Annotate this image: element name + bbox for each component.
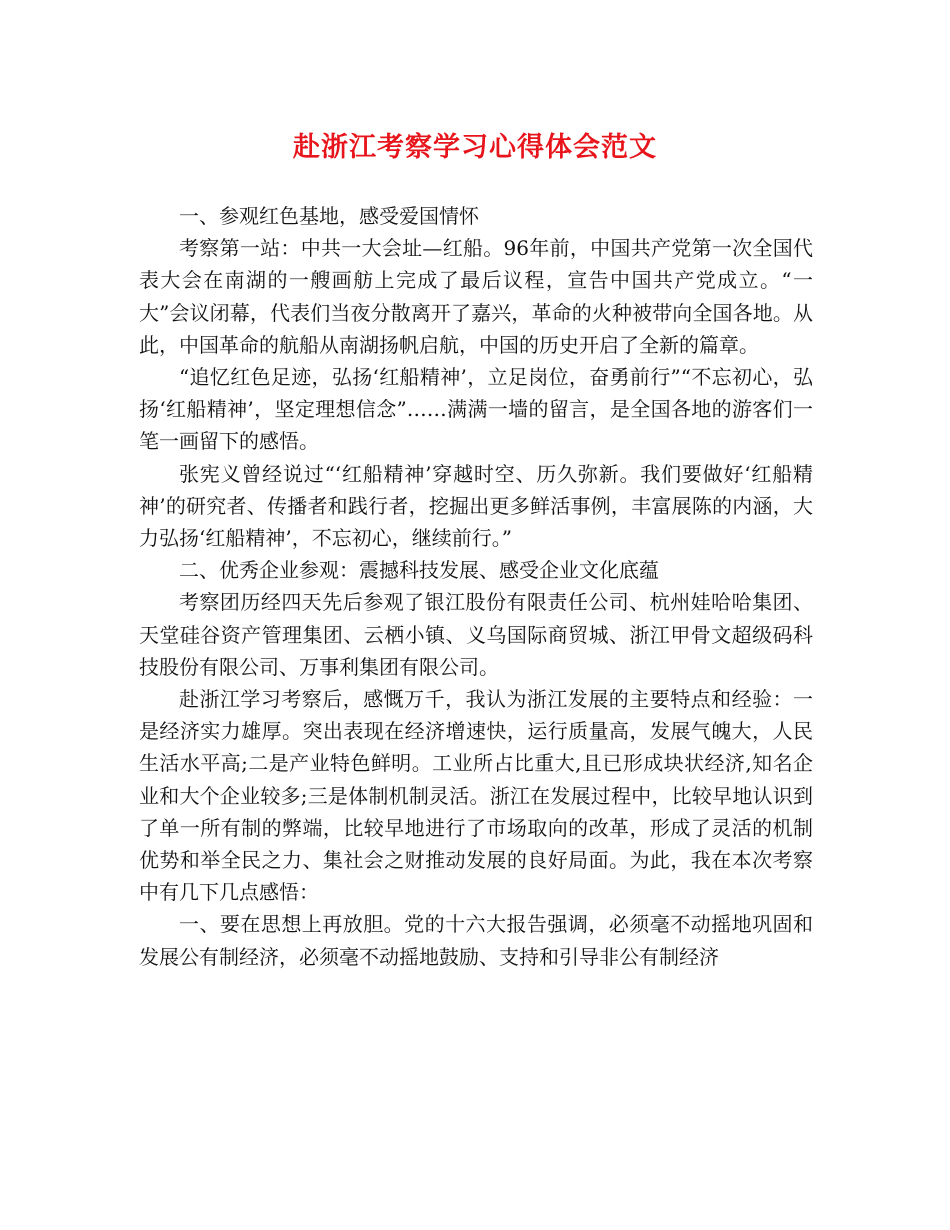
body-paragraph: 一、要在思想上再放胆。党的十六大报告强调，必须毫不动摇地巩固和发展公有制经济，必须毫不动摇地鼓励、支持和引导非公有制经济 xyxy=(139,912,813,969)
body-paragraph: 考察团历经四天先后参观了银江股份有限责任公司、杭州娃哈哈集团、天堂硅谷资产管理集团、云栖小镇、义乌国际商贸城、浙江甲骨文超级码科技股份有限公司、万事利集团有限公司。 xyxy=(139,590,813,679)
body-paragraph: 张宪义曾经说过“‘红船精神’穿越时空、历久弥新。我们要做好‘红船精神’的研究者、传播者和践行者，挖掘出更多鲜活事例，丰富展陈的内涵，大力弘扬‘红船精神’，不忘初心，继续前行。” xyxy=(139,461,813,551)
document-title: 赴浙江考察学习心得体会范文 xyxy=(293,132,657,163)
document-body xyxy=(139,200,813,973)
section-heading: 一、参观红色基地，感受爱国情怀 xyxy=(179,204,479,228)
section-heading: 二、优秀企业参观：震撼科技发展、感受企业文化底蕴 xyxy=(179,558,659,583)
body-paragraph: 考察第一站：中共一大会址—红船。96年前，中国共产党第一次全国代表大会在南湖的一艘画舫上完成了最后议程，宣告中国共产党成立。“一大”会议闭幕，代表们当夜分散离开了嘉兴，革命的火种被带向全国各地。从此，中国革命的航船从南湖扬帆启航，中国的历史开启了全新的篇章。 xyxy=(139,236,813,357)
body-paragraph: “追忆红色足迹，弘扬‘红船精神’，立足岗位，奋勇前行”“不忘初心，弘扬‘红船精神’，坚定理想信念”……满满一墙的留言，是全国各地的游客们一笔一画留下的感悟。 xyxy=(139,365,813,454)
body-paragraph: 赴浙江学习考察后，感慨万千，我认为浙江发展的主要特点和经验：一是经济实力雄厚。突出表现在经济增速快，运行质量高，发展气魄大，人民生活水平高;二是产业特色鲜明。工业所占比重大,且已形成块状经济,知名企业和大个企业较多;三是体制机制灵活。浙江在发展过程中，比较早地认识到了单一所有制的弊端，比较早地进行了市场取向的改革，形成了灵活的机制优势和举全民之力、集社会之财推动发展的良好局面。为此，我在本次考察中有几下几点感悟： xyxy=(139,687,813,905)
